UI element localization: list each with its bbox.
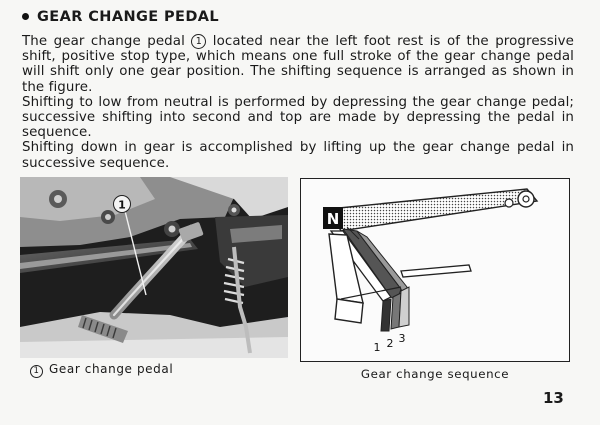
callout-marker: 1 — [191, 34, 206, 49]
gear-sequence-diagram — [300, 178, 570, 362]
gear-label-1: 1 — [373, 341, 381, 354]
gear-sequence-illustration — [301, 179, 569, 361]
caption-marker: 1 — [30, 365, 43, 378]
photo-callout: 1 — [118, 198, 126, 212]
section-title: GEAR CHANGE PEDAL — [37, 9, 220, 25]
page-number: 13 — [543, 389, 564, 407]
section-heading — [22, 9, 219, 25]
bullet-icon — [22, 13, 29, 20]
gear-label-2: 2 — [386, 337, 394, 350]
paragraph-2: Shifting to low from neutral is performed by depressing the gear change pedal; successive shifting into second and top are made by depressing the pedal in sequence. — [22, 94, 574, 141]
neutral-label: N — [326, 210, 340, 228]
body-text — [22, 34, 574, 171]
gear-label-3: 3 — [398, 332, 406, 345]
paragraph-3: Shifting down in gear is accomplished by lifting up the gear change pedal in successive sequence. — [22, 140, 574, 171]
paragraph-1: The gear change pedal 1 located near the left foot rest is of the progressive shift, positive stop type, which means one full stroke of the gear change pedal will shift only one gear position. The shifting sequence is arranged as shown in the figure. — [22, 34, 574, 95]
gear-pedal-photo — [20, 177, 288, 358]
gear-pedal-illustration — [20, 177, 288, 358]
photo-caption: 1 Gear change pedal — [30, 362, 173, 378]
diagram-caption: Gear change sequence — [360, 367, 510, 381]
